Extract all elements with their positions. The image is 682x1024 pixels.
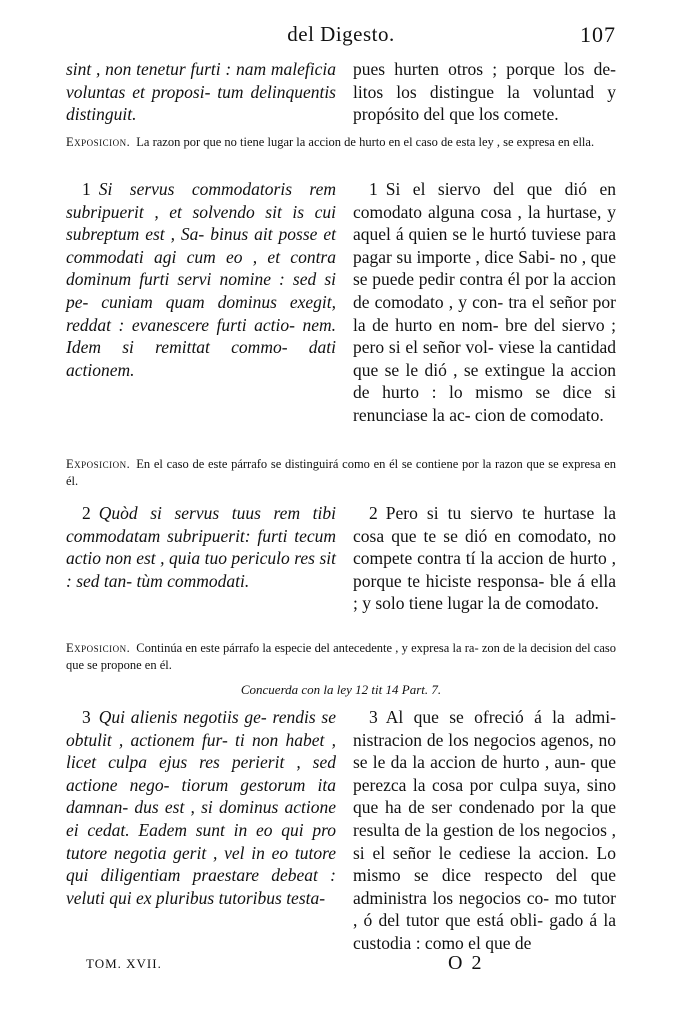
section-continuation	[66, 58, 616, 128]
exposition-text: La razon por que no tiene lugar la accion de hurto en el caso de esta ley , se expresa en ella.	[136, 135, 595, 149]
paragraph-number: 2	[82, 503, 91, 523]
page-header	[66, 22, 616, 52]
section-2	[66, 502, 616, 634]
exposition-2	[66, 456, 616, 489]
spanish-text: 2 Pero si tu siervo te hurtase la cosa que te se dió en comodato, no compete contra tí la accion de hurto , porque te hiciste responsa- ble á ella ; y solo tiene lugar la de comodato.	[353, 503, 616, 614]
paragraph-number: 3	[82, 707, 91, 727]
latin-text: 2 Quòd si servus tuus rem tibi commodatam subripuerit: furti tecum actio non est , quia tuo periculo res sit : sed tan- tùm commodati.	[66, 503, 336, 591]
exposition-text: En el caso de este párrafo se distinguirá como en él se contiene por la razon que se expresa en él.	[66, 457, 616, 488]
exposition-label: Exposicion.	[66, 457, 131, 471]
page-number: 107	[580, 22, 616, 47]
page-footer	[66, 952, 616, 978]
signature-mark: O 2	[448, 952, 484, 974]
exposition-label: Exposicion.	[66, 135, 131, 149]
paragraph-number: 3	[369, 707, 378, 727]
concordance-note: Concuerda con la ley 12 tit 14 Part. 7.	[240, 682, 442, 697]
paragraph-number: 2	[369, 503, 378, 523]
paragraph-number: 1	[82, 179, 91, 199]
paragraph-number: 1	[369, 179, 378, 199]
exposition-text: Continúa en este párrafo la especie del antecedente , y expresa la ra- zon de la decision del caso que se propone en él.	[66, 641, 616, 672]
latin-text: 3 Qui alienis negotiis ge- rendis se obtulit , actionem fur- ti non habet , licet culpa ejus res perierit , sed actione nego- tiorum gestorum ita damnan- dus est , si dominus actione ei cedat. Eadem sunt in eo qui pro tutore negotia gerit , vel in eo tutore qui diligentiam praestare debeat : veluti qui ex pluribus tutoribus testa-	[66, 707, 336, 908]
section-1	[66, 178, 616, 450]
exposition-3	[66, 640, 616, 673]
spanish-text: 3 Al que se ofreció á la admi- nistracion de los negocios agenos, no se le da la accion de hurto , aun- que perezca la cosa por culpa suya, sino que ha de ser condenado por la que resulta de la gestion de los negocios , si el señor le cediese la accion. Lo mismo se dice respecto del que administra los negocios co- mo tutor , ó del tutor que está obli- gado á la custodia : como el que de	[353, 707, 616, 953]
exposition-label: Exposicion.	[66, 641, 131, 655]
exposition-1	[66, 134, 616, 151]
latin-text: sint , non tenetur furti : nam maleficia voluntas et proposi- tum delinquentis distinguit.	[66, 59, 336, 125]
spanish-text: pues hurten otros ; porque los de- litos los distingue la voluntad y propósito del que los comete.	[353, 59, 616, 125]
latin-text: 1 Si servus commodatoris rem subripuerit , et solvendo sit is cui subreptum est , Sa- binus ait posse et commodati agi cum eo , et contra dominum furti servi nomine : sed si pe- cuniam quam dominus exegit, reddat : evanescere furti actio- nem. Idem si remittat commo- dati actionem.	[66, 179, 336, 380]
running-title: del Digesto.	[287, 22, 395, 46]
spanish-text: 1 Si el siervo del que dió en comodato alguna cosa , la hurtase, y aquel á quien se le hurtó tuviese para pagar su importe , dice Sabi- no , que se puede pedir contra él por la accion de comodato , y con- tra el señor por la de hurto en nom- bre del siervo ; pero si el señor vol- viese la cantidad que se le dió , se extingue la accion de hurto : lo mismo se dice si renunciase la ac- cion de comodato.	[353, 179, 616, 425]
section-3	[66, 706, 616, 953]
volume-label: TOM. XVII.	[86, 956, 162, 971]
